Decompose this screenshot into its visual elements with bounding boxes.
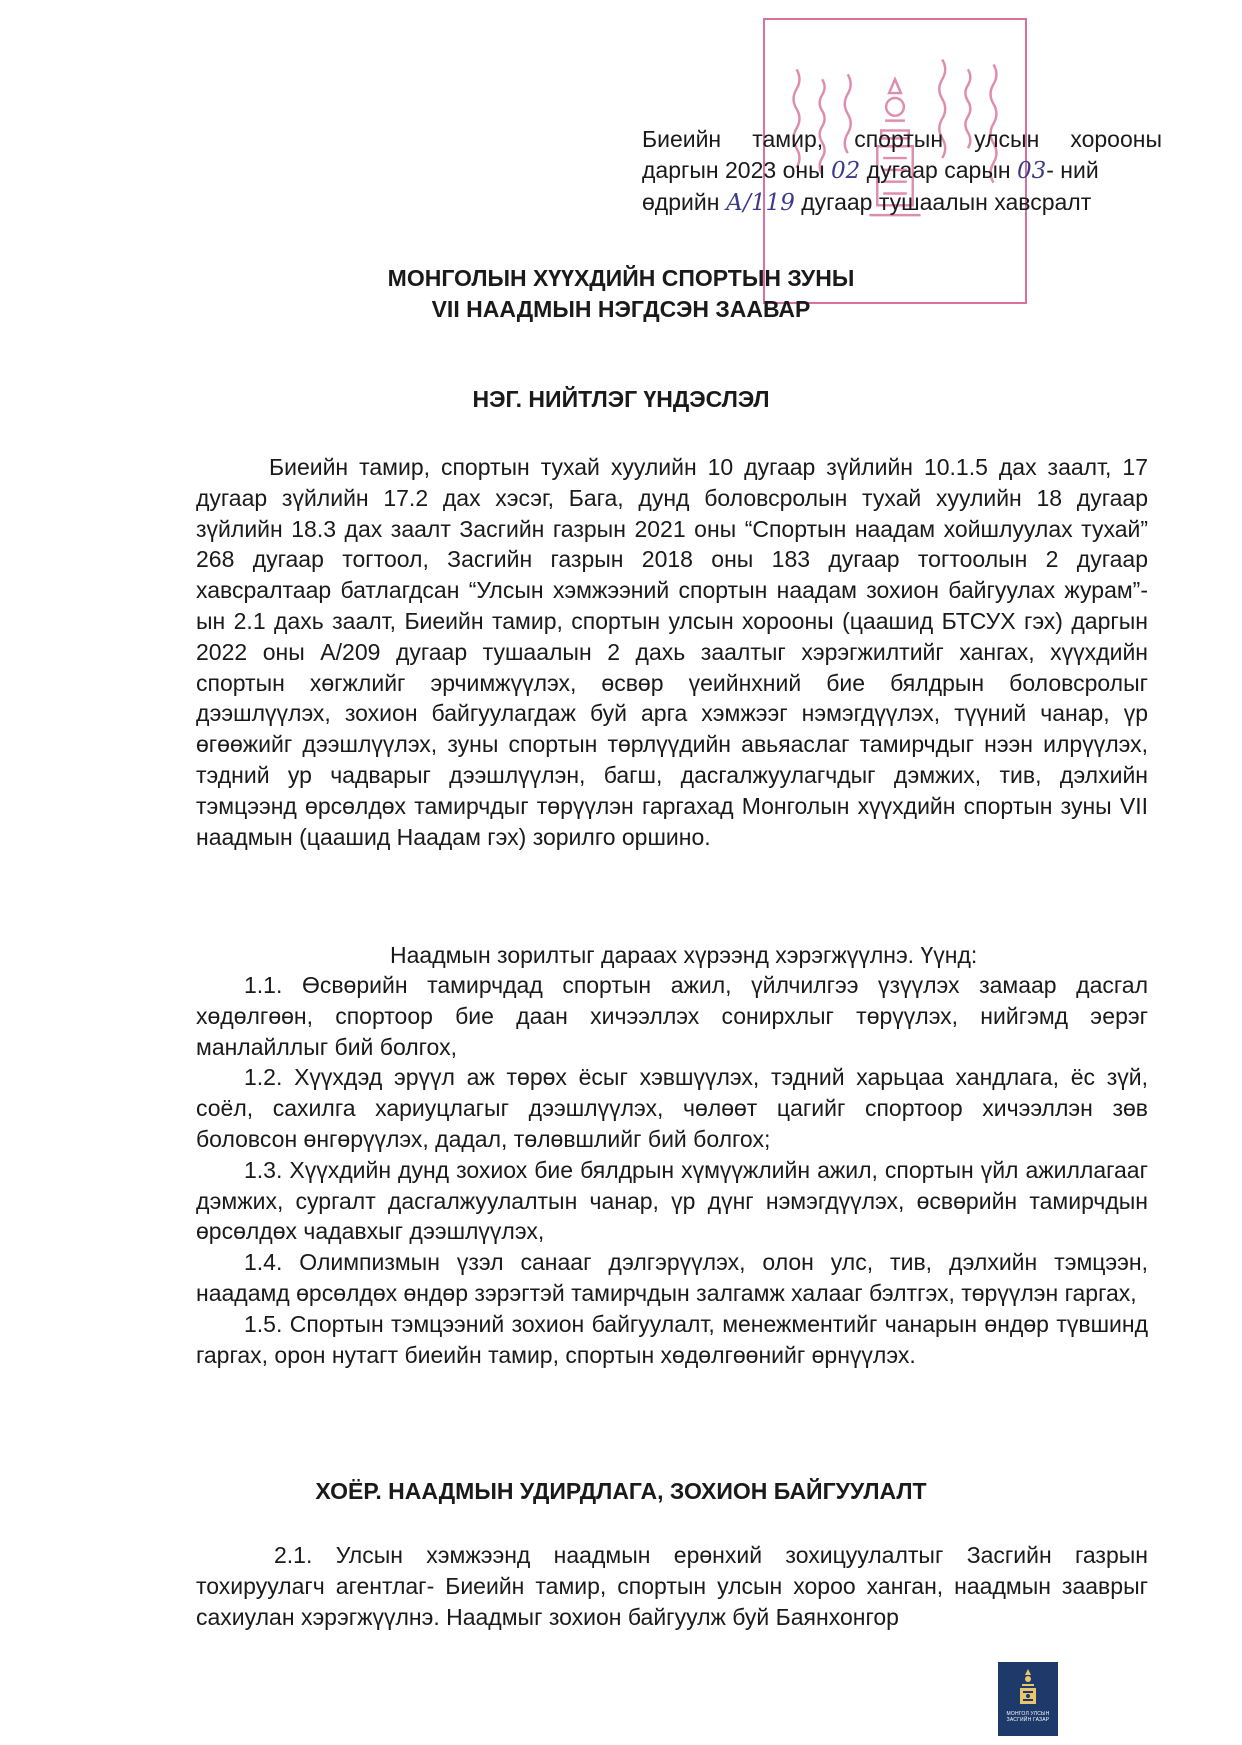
annex-line-1: Биеийн тамир, спортын улсын хорооны bbox=[642, 126, 1162, 152]
annex-line-3: өдрийн А/119 дугаар тушаалын хавсралт bbox=[642, 189, 1092, 216]
document-title-line-2: VII НААДМЫН НЭГДСЭН ЗААВАР bbox=[431, 296, 811, 322]
list-item: 1.5. Спортын тэмцээний зохион байгуулалт, менежментийг чанарын өндөр түвшинд гаргах, орон нутагт биеийн тамир, спортын хөдөлгөөнийг өрнүүлэх. bbox=[196, 1310, 1148, 1368]
list-item: 1.2. Хүүхдэд эрүүл аж төрөх ёсыг хэвшүүлэх, тэдний харьцаа хандлага, ёс зүй, соёл, сахилга хариуцлагыг дээшлүүлэх, чөлөөт цагийг спортоор хичээллэн зөв боловсон өнгөрүүлэх, дадал, төлөвшлийг бий болгох; bbox=[196, 1064, 1148, 1152]
section-1-heading: НЭГ. НИЙТЛЭГ ҮНДЭСЛЭЛ bbox=[472, 386, 770, 412]
annex-header bbox=[642, 124, 1162, 219]
document-title bbox=[100, 263, 1142, 325]
logo-caption: МОНГОЛ УЛСЫН ЗАСГИЙН ГАЗАР bbox=[1006, 1711, 1050, 1723]
list-item: 1.4. Олимпизмын үзэл санааг дэлгэрүүлэх, олон улс, тив, дэлхийн тэмцээн, наадамд өрсөлдөх өндөр зэрэгтэй тамирчдын залгамж халааг бэлтгэх, төрүүлэн гаргах, bbox=[196, 1249, 1148, 1306]
handwritten-day: 03 bbox=[1016, 158, 1047, 184]
section-2-heading: ХОЁР. НААДМЫН УДИРДЛАГА, ЗОХИОН БАЙГУУЛАЛТ bbox=[315, 1478, 927, 1504]
document-title-line-1: МОНГОЛЫН ХҮҮХДИЙН СПОРТЫН ЗУНЫ bbox=[387, 265, 855, 291]
annex-line-2: даргын 2023 оны 02 дугаар сарын 03- ний bbox=[642, 157, 1099, 184]
objectives-list bbox=[196, 970, 1148, 1370]
handwritten-month: 02 bbox=[831, 158, 861, 184]
section-1-paragraph: Биеийн тамир, спортын тухай хуулийн 10 дугаар зүйлийн 10.1.5 дах заалт, 17 дугаар зүйлийн 17.2 дах хэсэг, Бага, дунд боловсролын тухай хуулийн 18 дугаар зүйлийн 18.3 дах заалт Засгийн газрын 2021 оны “Спортын наадам хойшлуулах тухай” 268 дугаар тогтоол, Засгийн газрын 2018 оны 183 дугаар тогтоолын 2 дугаар хавсралтаар батлагдсан “Улсын хэмжээний спортын наадам зохион байгуулах журам”-ын 2.1 дахь заалт, Биеийн тамир, спортын улсын хорооны (цаашид БТСУХ гэх) даргын 2022 оны А/209 дугаар тушаалын 2 дахь заалтыг хэрэгжилтийг хангах, хүүхдийн спортын хөгжлийг эрчимжүүлэх, өсвөр үеийнхний бие бялдрын боловсролыг дээшлүүлэх, зохион байгуулагдаж буй арга хэмжээг нэмэгдүүлэх, түүний чанар, үр өгөөжийг дээшлүүлэх, зуны спортын төрлүүдийн авьяаслаг тамирчдыг нээн илрүүлэх, тэдний ур чадварыг дээшлүүлэн, багш, дасгалжуулагчдыг дэмжих, тив, дэлхийн тэмцээнд өрсөлдөх тамирчдыг төрүүлэн гаргахад Монголын хүүхдийн спортын зуны VII наадмын (цаашид Наадам гэх) зорилго оршино. bbox=[196, 454, 1148, 850]
list-item: 1.1. Өсвөрийн тамирчдад спортын ажил, үйлчилгээ үзүүлэх замаар дасгал хөдөлгөөн, спортоор бие даан хичээллэх сонирхлыг төрүүлэх, нийгэмд эерэг манлайллыг бий болгох, bbox=[196, 972, 1148, 1060]
section-2-paragraph: 2.1. Улсын хэмжээнд наадмын ерөнхий зохицуулалтыг Засгийн газрын тохируулагч агентлаг- Биеийн тамир, спортын улсын хороо ханган, наадмын зааврыг сахиулан хэрэгжүүлнэ. Наадмыг зохион байгуулж буй Баянхонгор bbox=[196, 1542, 1148, 1630]
soyombo-icon bbox=[1015, 1668, 1041, 1708]
objectives-intro: Наадмын зорилтыг дараах хүрээнд хэрэгжүүлнэ. Үүнд: bbox=[390, 942, 978, 968]
handwritten-order-number: А/119 bbox=[725, 190, 795, 216]
government-logo bbox=[998, 1662, 1058, 1736]
list-item: 1.3. Хүүхдийн дунд зохиох бие бялдрын хүмүүжлийн ажил, спортын үйл ажиллагааг дэмжих, сургалт дасгалжуулалтын чанар, үр дүнг нэмэгдүүлэх, өсвөрийн тамирчдын өрсөлдөх чадавхыг дээшлүүлэх, bbox=[196, 1156, 1148, 1245]
